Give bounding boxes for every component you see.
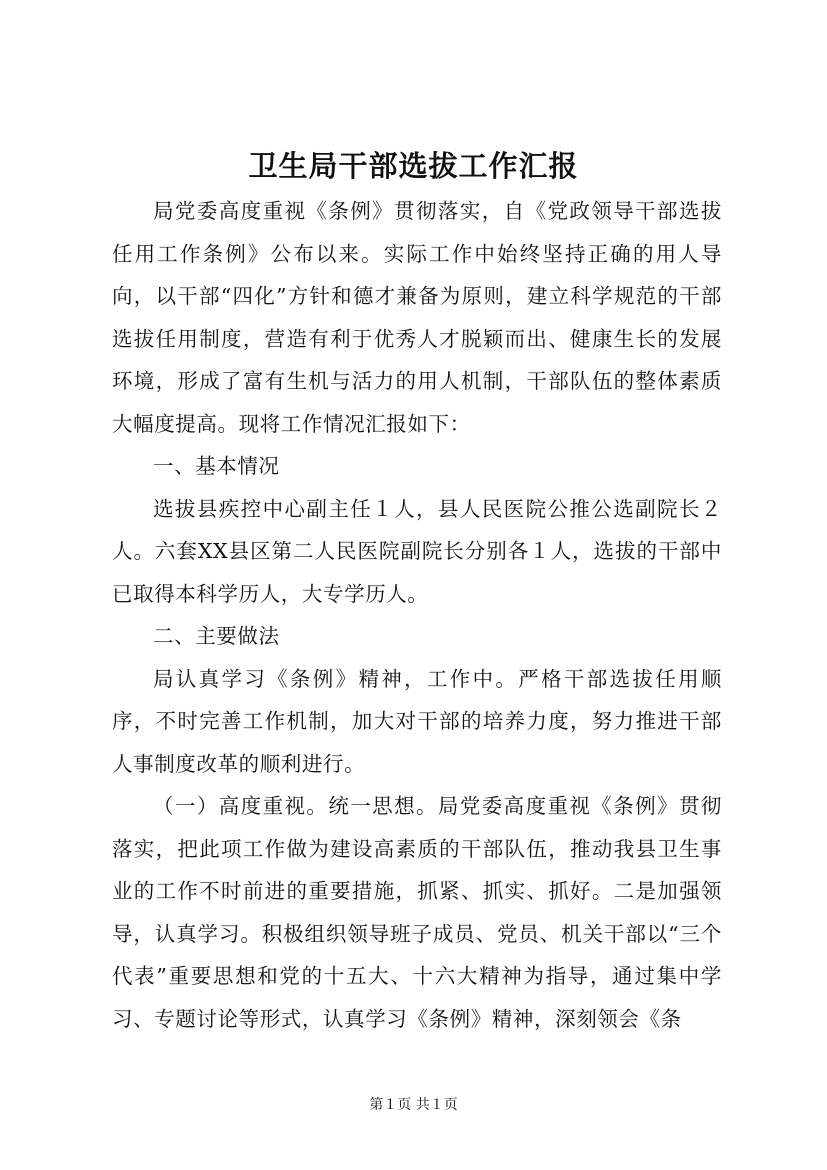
paragraph-main-practices: 局认真学习《条例》精神，工作中。严格干部选拔任用顺序，不时完善工作机制，加大对干部的培养力度，努力推进干部人事制度改革的顺利进行。 (112, 666, 722, 776)
section-heading-main-practices: 二、主要做法 (153, 624, 280, 648)
document-body (112, 190, 722, 1040)
page-footer: 第１页 共１页 (369, 1097, 458, 1113)
paragraph-basic-situation: 选拔县疾控中心副主任１人，县人民医院公推公选副院长２人。六套XX县区第二人民医院副院长分别各１人，选拔的干部中已取得本科学历人，大专学历人。 (112, 496, 722, 606)
document-title: 卫生局干部选拔工作汇报 (248, 149, 579, 183)
paragraph-subsection-one: （一）高度重视。统一思想。局党委高度重视《条例》贯彻落实，把此项工作做为建设高素质的干部队伍，推动我县卫生事业的工作不时前进的重要措施，抓紧、抓实、抓好。二是加强领导，认真学习。积极组织领导班子成员、党员、机关干部以“三个代表”重要思想和党的十五大、十六大精神为指导，通过集中学习、专题讨论等形式，认真学习《条例》精神，深刻领会《条 (112, 794, 722, 1031)
paragraph-intro: 局党委高度重视《条例》贯彻落实，自《党政领导干部选拔任用工作条例》公布以来。实际工作中始终坚持正确的用人导向，以干部“四化”方针和德才兼备为原则，建立科学规范的干部选拔任用制度，营造有利于优秀人才脱颖而出、健康生长的发展环境，形成了富有生机与活力的用人机制，干部队伍的整体素质大幅度提高。现将工作情况汇报如下： (112, 199, 722, 436)
section-heading-basic-situation: 一、基本情况 (153, 454, 280, 478)
